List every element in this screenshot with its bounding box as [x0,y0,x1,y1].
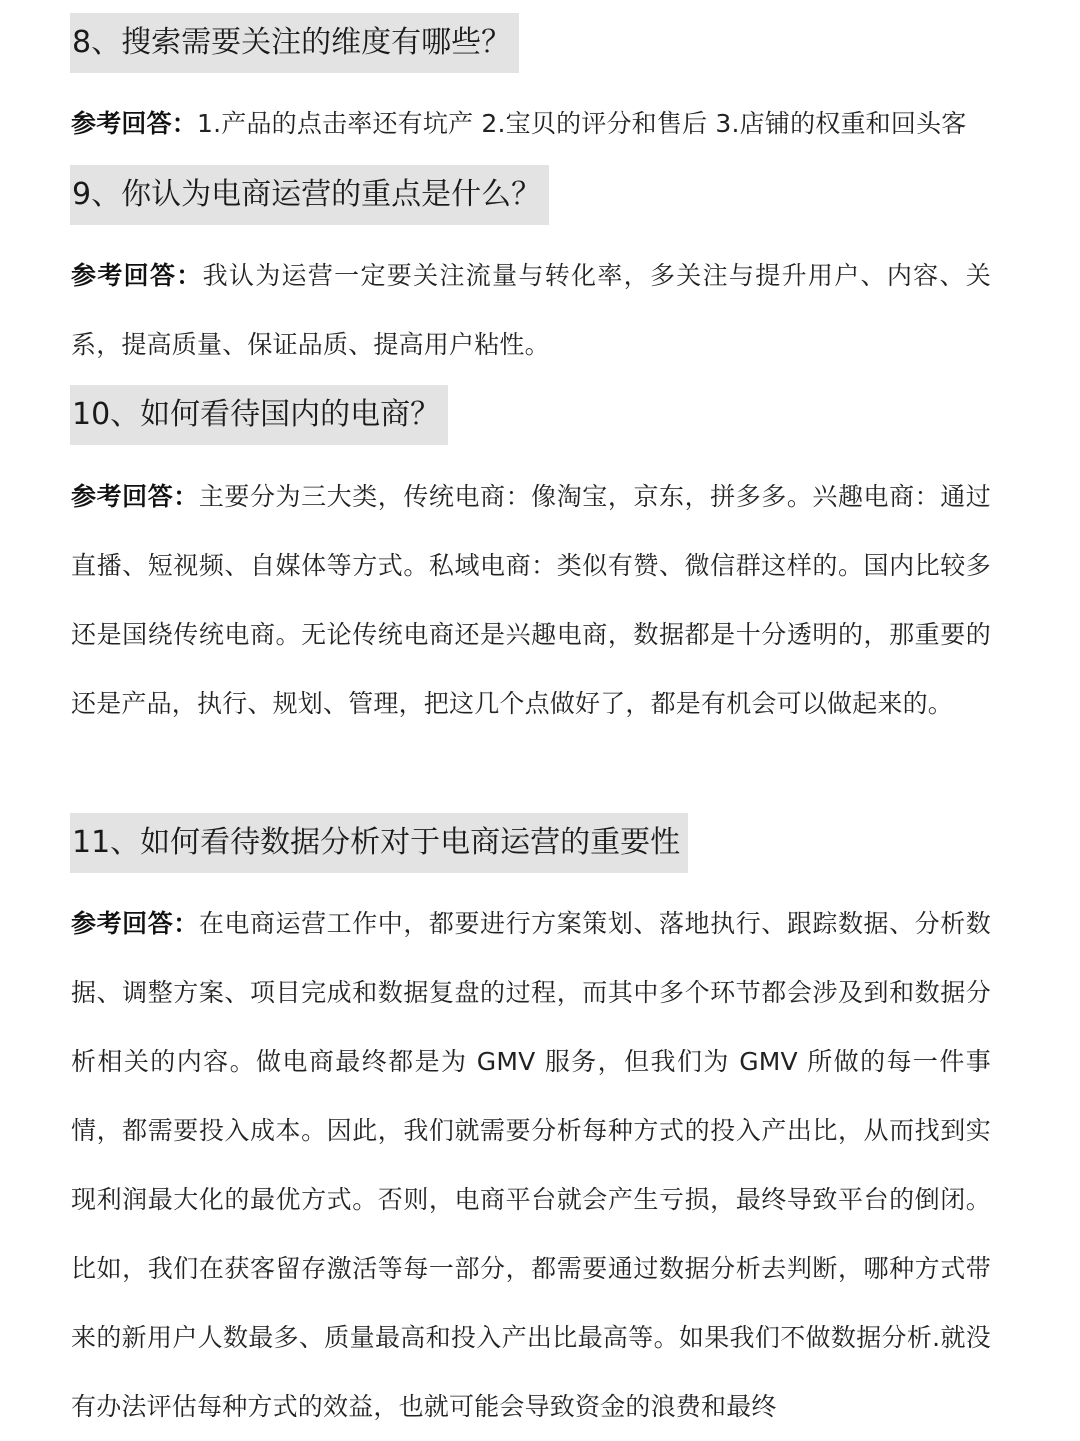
answer-9 [71,241,991,379]
question-9-title: 9、你认为电商运营的重点是什么？ [70,165,549,225]
answer-8-text: 1.产品的点击率还有坑产 2.宝贝的评分和售后 3.店铺的权重和回头客 [197,109,967,138]
answer-label: 参考回答： [71,909,199,938]
question-10-title: 10、如何看待国内的电商？ [70,385,448,445]
answer-8 [71,89,991,158]
answer-10-text: 主要分为三大类，传统电商：像淘宝，京东，拼多多。兴趣电商：通过直播、短视频、自媒体等方式。私域电商：类似有赞、微信群这样的。国内比较多还是国绕传统电商。无论传统电商还是兴趣电商，数据都是十分透明的，那重要的还是产品，执行、规划、管理，把这几个点做好了，都是有机会可以做起来的。 [71,482,991,718]
answer-10 [71,462,991,738]
question-11-title: 11、如何看待数据分析对于电商运营的重要性 [70,813,688,873]
answer-label: 参考回答： [71,109,198,138]
answer-11 [71,889,991,1441]
answer-11-text: 在电商运营工作中，都要进行方案策划、落地执行、跟踪数据、分析数据、调整方案、项目完成和数据复盘的过程，而其中多个环节都会涉及到和数据分析相关的内容。做电商最终都是为 GMV 服务，但我们为 GMV 所做的每一件事情，都需要投入成本。因此，我们就需要分析每种方式的投入产出比，从而找到实现利润最大化的最优方式。否则，电商平台就会产生亏损，最终导致平台的倒闭。比如，我们在获客留存激活等每一部分，都需要通过数据分析去判断，哪种方式带来的新用户人数最多、质量最高和投入产出比最高等。如果我们不做数据分析.就没有办法评估每种方式的效益，也就可能会导致资金的浪费和最终 [71,909,991,1421]
question-8-title: 8、搜索需要关注的维度有哪些？ [70,13,519,73]
answer-label: 参考回答： [71,261,203,290]
answer-9-text: 我认为运营一定要关注流量与转化率，多关注与提升用户、内容、关系，提高质量、保证品质、提高用户粘性。 [71,261,991,359]
answer-label: 参考回答： [71,482,199,511]
